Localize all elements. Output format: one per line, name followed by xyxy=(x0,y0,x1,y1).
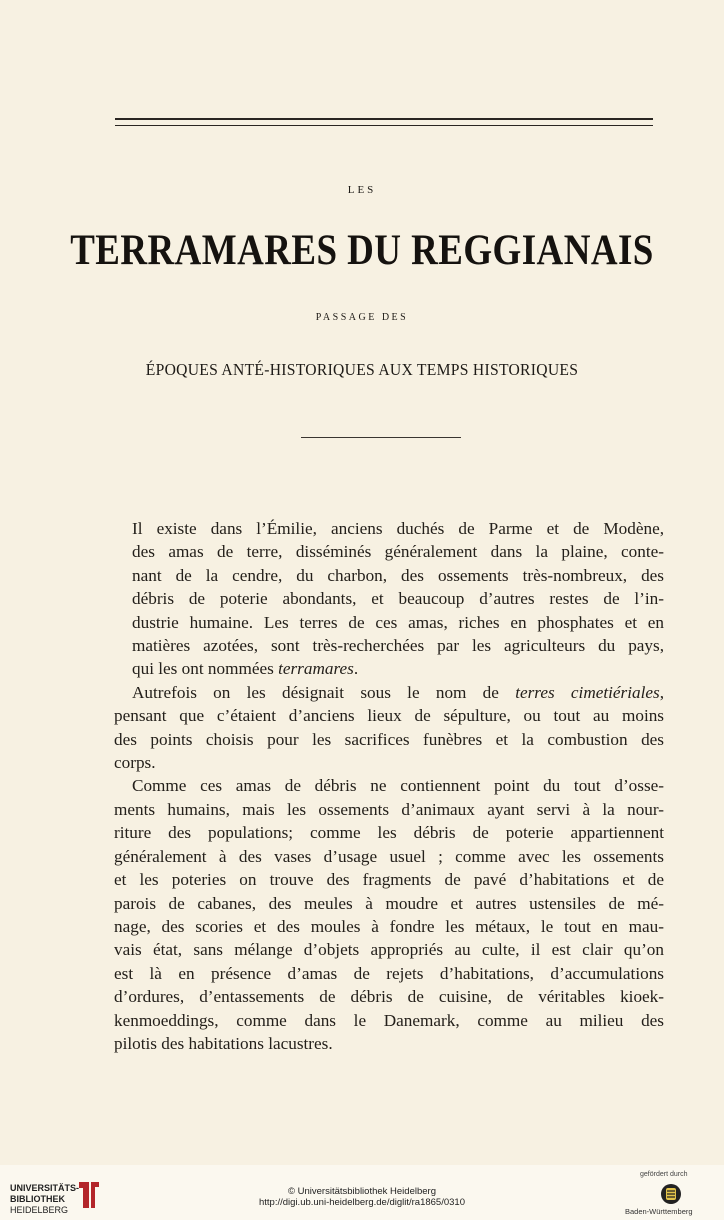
copyright-notice xyxy=(0,1186,724,1208)
text-line: corps. xyxy=(114,753,156,773)
top-rule-thick xyxy=(115,118,653,120)
text-line xyxy=(114,681,664,704)
text-line: est là en présence d’amas de rejets d’habitations, d’accumulations xyxy=(114,963,664,983)
subtitle: ÉPOQUES ANTÉ-HISTORIQUES AUX TEMPS HISTORIQUES xyxy=(145,360,579,379)
section-divider xyxy=(301,437,461,438)
copyright-text: © Universitätsbibliothek Heidelberg xyxy=(288,1186,436,1197)
text-line: et les poteries on trouve des fragments de pavé d’habitations et de xyxy=(114,870,664,890)
text-line: kenmoeddings, comme dans le Danemark, comme au milieu des xyxy=(114,1010,664,1030)
state-coat-of-arms-icon xyxy=(660,1183,682,1205)
body-text xyxy=(114,517,664,1055)
punctuation: , xyxy=(659,682,664,702)
text-line: des amas de terre, disséminés généralement dans la plaine, conte- xyxy=(132,542,664,562)
text-segment: Autrefois on les désignait sous le nom de xyxy=(132,682,499,702)
italic-term: terres cimetiériales xyxy=(515,682,660,702)
text-line: Comme ces amas de débris ne contiennent point du tout d’osse- xyxy=(132,776,664,796)
top-rule-thin xyxy=(115,125,653,126)
paragraph-2 xyxy=(114,681,664,775)
text-line: ments humains, mais les ossements d’animaux ayant servi à la nour- xyxy=(114,799,664,819)
text-line: pensant que c’étaient d’anciens lieux de sépulture, ou tout au moins xyxy=(114,706,664,726)
library-name-line: BIBLIOTHEK xyxy=(10,1194,65,1204)
heading-les: LES xyxy=(347,184,377,196)
heading-passage: PASSAGE DES xyxy=(315,312,409,323)
library-name-line: UNIVERSITÄTS- xyxy=(10,1183,80,1193)
text-line: des points choisis pour les sacrifices funèbres et la combustion des xyxy=(114,729,664,749)
text-line: vais état, sans mélange d’objets appropriés au culte, il est clair qu’on xyxy=(114,940,664,960)
text-line: débris de poterie abondants, et beaucoup d’autres restes de l’in- xyxy=(132,589,664,609)
text-line: nage, des scories et des moules à fondre les métaux, le tout en mau- xyxy=(114,916,664,936)
text-segment: qui les ont nommées xyxy=(132,659,274,679)
permalink[interactable]: http://digi.ub.uni-heidelberg.de/diglit/ra1865/0310 xyxy=(259,1197,465,1208)
text-line: d’ordures, d’entassements de débris de cuisine, de véritables kioek- xyxy=(114,987,664,1007)
page-title: TERRAMARES DU REGGIANAIS xyxy=(70,227,654,274)
sponsor-name: Baden-Württemberg xyxy=(625,1207,693,1216)
paragraph-3 xyxy=(114,774,664,1055)
footer-bar xyxy=(0,1165,724,1220)
paragraph-1 xyxy=(114,517,664,681)
text-line: matières azotées, sont très-recherchées par les agriculteurs du pays, xyxy=(132,636,664,656)
text-line: riture des populations; comme les débris de poterie appartiennent xyxy=(114,823,664,843)
italic-term: terramares xyxy=(278,659,354,679)
text-line: pilotis des habitations lacustres. xyxy=(114,1033,333,1053)
library-name-line: HEIDELBERG xyxy=(10,1205,69,1215)
text-line: nant de la cendre, du charbon, des ossements très-nombreux, des xyxy=(132,565,664,585)
text-line xyxy=(114,657,664,680)
text-line: Il existe dans l’Émilie, anciens duchés de Parme et de Modène, xyxy=(132,519,664,538)
text-line: généralement à des vases d’usage usuel ; comme avec les ossements xyxy=(114,846,664,866)
sponsor-label: gefördert durch xyxy=(640,1171,688,1178)
text-line: dustrie humaine. Les terres de ces amas, riches en phosphates et en xyxy=(132,612,664,632)
punctuation: . xyxy=(353,659,359,679)
text-line: parois de cabanes, des meules à moudre et autres ustensiles de mé- xyxy=(114,893,664,913)
